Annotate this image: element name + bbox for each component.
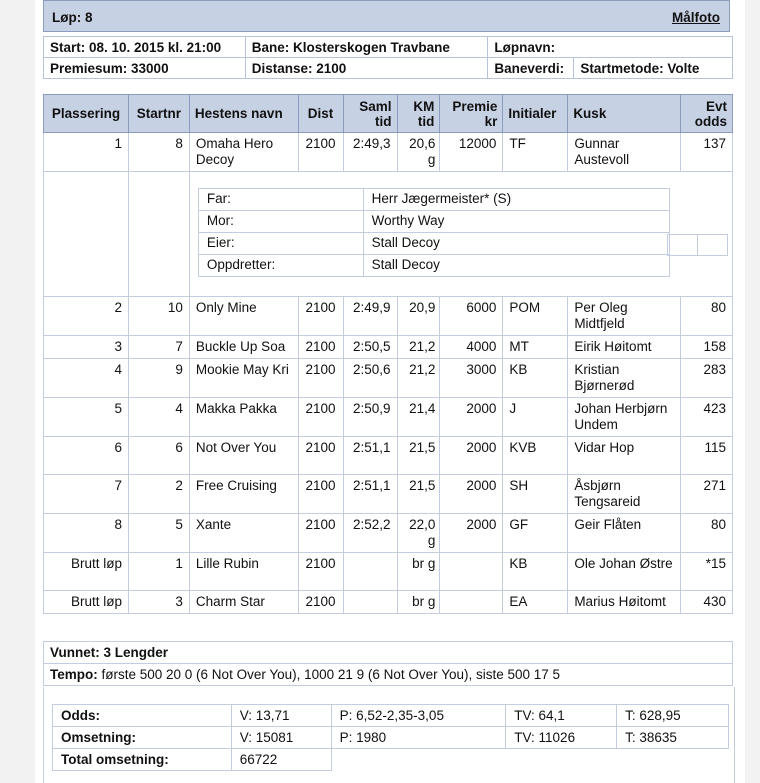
cell-dist: 2100 bbox=[298, 591, 343, 614]
col-km-time[interactable] bbox=[397, 95, 440, 133]
cell-driver[interactable]: Vidar Hop bbox=[568, 437, 681, 475]
cell-horse-name[interactable]: Xante bbox=[189, 514, 298, 553]
cell-odds: 115 bbox=[681, 437, 733, 475]
cell-km-time: 20,9 bbox=[397, 297, 440, 336]
table-row[interactable] bbox=[44, 359, 733, 398]
table-row[interactable] bbox=[44, 336, 733, 359]
cell-odds: 137 bbox=[681, 133, 733, 172]
pedigree-row bbox=[198, 255, 669, 277]
cell-km-time: br g bbox=[397, 553, 440, 591]
cell-prize: 12000 bbox=[440, 133, 503, 172]
turnover-label: Omsetning: bbox=[53, 727, 232, 749]
cell-place: 3 bbox=[44, 336, 129, 359]
cell-dist: 2100 bbox=[298, 475, 343, 514]
cell-startnr: 9 bbox=[128, 359, 189, 398]
tempo-label: Tempo: bbox=[50, 667, 98, 682]
cell-odds: 423 bbox=[681, 398, 733, 437]
cell-horse-name[interactable]: Charm Star bbox=[189, 591, 298, 614]
cell-dist: 2100 bbox=[298, 514, 343, 553]
odds-label: Odds: bbox=[53, 705, 232, 727]
pedigree-value: Worthy Way bbox=[363, 211, 669, 233]
table-row[interactable] bbox=[44, 475, 733, 514]
col-km-time-line2: tid bbox=[417, 113, 435, 129]
cell-total-time: 2:49,9 bbox=[343, 297, 397, 336]
cell-dist: 2100 bbox=[298, 133, 343, 172]
cell-initials: TF bbox=[503, 133, 568, 172]
cell-km-time: 22,0 g bbox=[397, 514, 440, 553]
cell-driver[interactable]: Åsbjørn Tengsareid bbox=[568, 475, 681, 514]
cell-horse-name[interactable]: Buckle Up Soa bbox=[189, 336, 298, 359]
cell-place: Brutt løp bbox=[44, 553, 129, 591]
race-summary-table bbox=[43, 641, 733, 686]
table-row[interactable] bbox=[44, 133, 733, 172]
cell-driver[interactable]: Johan Herbjørn Undem bbox=[568, 398, 681, 437]
photo-finish-link[interactable]: Målfoto bbox=[672, 10, 720, 25]
cell-prize bbox=[440, 591, 503, 614]
tempo-row bbox=[44, 664, 733, 686]
cell-km-time: br g bbox=[397, 591, 440, 614]
cell-prize: 2000 bbox=[440, 475, 503, 514]
odds-v: V: 13,71 bbox=[231, 705, 331, 727]
cell-total-time bbox=[343, 591, 397, 614]
cell-initials: POM bbox=[503, 297, 568, 336]
cell-km-time: 21,5 bbox=[397, 437, 440, 475]
col-total-time-line1: Saml bbox=[359, 98, 392, 114]
cell-total-time: 2:51,1 bbox=[343, 475, 397, 514]
cell-odds: 283 bbox=[681, 359, 733, 398]
cell-km-time: 21,4 bbox=[397, 398, 440, 437]
cell-startnr: 1 bbox=[128, 553, 189, 591]
cell-driver[interactable]: Geir Flåten bbox=[568, 514, 681, 553]
cell-initials: EA bbox=[503, 591, 568, 614]
cell-driver[interactable]: Gunnar Austevoll bbox=[568, 133, 681, 172]
col-odds-line2: odds bbox=[694, 113, 727, 129]
cell-prize: 2000 bbox=[440, 437, 503, 475]
col-total-time-line2: tid bbox=[375, 113, 392, 129]
turnover-p: P: 1980 bbox=[331, 727, 506, 749]
race-number: Løp: 8 bbox=[52, 10, 93, 25]
distance: Distanse: 2100 bbox=[245, 58, 488, 79]
cell-initials: KVB bbox=[503, 437, 568, 475]
pedigree-value: Herr Jægermeister* (S) bbox=[363, 189, 669, 211]
col-total-time[interactable] bbox=[343, 95, 397, 133]
cell-dist: 2100 bbox=[298, 297, 343, 336]
cell-initials: KB bbox=[503, 553, 568, 591]
cell-place: 4 bbox=[44, 359, 129, 398]
odds-p: P: 6,52-2,35-3,05 bbox=[331, 705, 506, 727]
winner-details-row bbox=[44, 172, 733, 297]
won-by: Vunnet: 3 Lengder bbox=[44, 642, 733, 664]
cell-total-time: 2:52,2 bbox=[343, 514, 397, 553]
cell-initials: KB bbox=[503, 359, 568, 398]
cell-startnr: 6 bbox=[128, 437, 189, 475]
cell-place: 2 bbox=[44, 297, 129, 336]
cell-initials: J bbox=[503, 398, 568, 437]
cell-horse-name[interactable]: Lille Rubin bbox=[189, 553, 298, 591]
cell-total-time: 2:49,3 bbox=[343, 133, 397, 172]
pedigree-label: Oppdretter: bbox=[198, 255, 363, 277]
cell-odds: 80 bbox=[681, 297, 733, 336]
pedigree-label: Far: bbox=[198, 189, 363, 211]
col-dist[interactable]: Dist bbox=[298, 95, 343, 133]
cell-dist: 2100 bbox=[298, 398, 343, 437]
race-info-table bbox=[43, 36, 733, 79]
cell-odds: *15 bbox=[681, 553, 733, 591]
track-name: Bane: Klosterskogen Travbane bbox=[245, 37, 488, 58]
cell-odds: 80 bbox=[681, 514, 733, 553]
cell-place: 8 bbox=[44, 514, 129, 553]
cell-km-time: 21,5 bbox=[397, 475, 440, 514]
start-time: Start: 08. 10. 2015 kl. 21:00 bbox=[44, 37, 246, 58]
table-row[interactable] bbox=[44, 398, 733, 437]
odds-tv: TV: 64,1 bbox=[506, 705, 617, 727]
odds-section bbox=[43, 687, 735, 783]
cell-km-time: 21,2 bbox=[397, 336, 440, 359]
cell-prize: 2000 bbox=[440, 398, 503, 437]
cell-startnr: 2 bbox=[128, 475, 189, 514]
pedigree-row bbox=[198, 189, 669, 211]
cell-odds: 430 bbox=[681, 591, 733, 614]
cell-startnr: 10 bbox=[128, 297, 189, 336]
odds-table bbox=[52, 704, 729, 771]
cell-prize bbox=[440, 553, 503, 591]
page bbox=[35, 0, 745, 783]
col-driver[interactable]: Kusk bbox=[568, 95, 681, 133]
turnover-tv: TV: 11026 bbox=[506, 727, 617, 749]
cell-horse-name[interactable]: Mookie May Kri bbox=[189, 359, 298, 398]
cell-driver[interactable]: Eirik Høitomt bbox=[568, 336, 681, 359]
pedigree-value: Stall Decoy bbox=[363, 255, 669, 277]
cell-driver[interactable]: Per Oleg Midtfjeld bbox=[568, 297, 681, 336]
cell-odds: 158 bbox=[681, 336, 733, 359]
col-initials[interactable]: Initialer bbox=[503, 95, 568, 133]
table-row[interactable] bbox=[44, 514, 733, 553]
cell-horse-name[interactable]: Free Cruising bbox=[189, 475, 298, 514]
cell-startnr: 7 bbox=[128, 336, 189, 359]
cell-total-time: 2:50,9 bbox=[343, 398, 397, 437]
empty-cell bbox=[128, 172, 189, 297]
race-header bbox=[43, 0, 730, 32]
cell-horse-name[interactable]: Only Mine bbox=[189, 297, 298, 336]
cell-startnr: 4 bbox=[128, 398, 189, 437]
cell-dist: 2100 bbox=[298, 437, 343, 475]
results-header-row bbox=[44, 95, 733, 133]
pedigree-value: Stall Decoy bbox=[363, 233, 669, 255]
pedigree-table bbox=[198, 188, 670, 277]
cell-horse-name[interactable]: Omaha Hero Decoy bbox=[189, 133, 298, 172]
col-prize-line1: Premie bbox=[452, 98, 498, 114]
col-startnr[interactable]: Startnr bbox=[128, 95, 189, 133]
pedigree-row bbox=[198, 233, 669, 255]
turnover-v: V: 15081 bbox=[231, 727, 331, 749]
cell-km-time: 20,6 g bbox=[397, 133, 440, 172]
table-row[interactable] bbox=[44, 297, 733, 336]
prize-sum: Premiesum: 33000 bbox=[44, 58, 246, 79]
cell-startnr: 3 bbox=[128, 591, 189, 614]
empty-cell bbox=[44, 172, 129, 297]
empty-cell-box bbox=[697, 234, 728, 256]
empty-cell-box bbox=[667, 234, 698, 256]
cell-place: Brutt løp bbox=[44, 591, 129, 614]
cell-prize: 6000 bbox=[440, 297, 503, 336]
cell-initials: MT bbox=[503, 336, 568, 359]
pedigree-label: Mor: bbox=[198, 211, 363, 233]
cell-place: 7 bbox=[44, 475, 129, 514]
tempo-value: første 500 20 0 (6 Not Over You), 1000 21 9 (6 Not Over You), siste 500 17 5 bbox=[97, 667, 561, 682]
winner-details-cell bbox=[189, 172, 732, 297]
turnover-t: T: 38635 bbox=[617, 727, 729, 749]
track-value: Baneverdi: bbox=[488, 58, 574, 79]
col-place[interactable]: Plassering bbox=[44, 95, 129, 133]
col-prize-line2: kr bbox=[484, 113, 498, 129]
cell-initials: SH bbox=[503, 475, 568, 514]
odds-t: T: 628,95 bbox=[617, 705, 729, 727]
cell-place: 1 bbox=[44, 133, 129, 172]
total-turnover-label: Total omsetning: bbox=[53, 749, 232, 771]
cell-total-time: 2:51,1 bbox=[343, 437, 397, 475]
cell-horse-name[interactable]: Makka Pakka bbox=[189, 398, 298, 437]
table-row[interactable] bbox=[44, 591, 733, 614]
table-row[interactable] bbox=[44, 437, 733, 475]
cell-km-time: 21,2 bbox=[397, 359, 440, 398]
cell-place: 5 bbox=[44, 398, 129, 437]
cell-driver[interactable]: Kristian Bjørnerød bbox=[568, 359, 681, 398]
col-odds-line1: Evt bbox=[705, 98, 727, 114]
cell-total-time: 2:50,6 bbox=[343, 359, 397, 398]
cell-prize: 3000 bbox=[440, 359, 503, 398]
pedigree-label: Eier: bbox=[198, 233, 363, 255]
pedigree-row bbox=[198, 211, 669, 233]
cell-prize: 4000 bbox=[440, 336, 503, 359]
table-row[interactable] bbox=[44, 553, 733, 591]
cell-dist: 2100 bbox=[298, 336, 343, 359]
race-name: Løpnavn: bbox=[488, 37, 733, 58]
cell-horse-name[interactable]: Not Over You bbox=[189, 437, 298, 475]
cell-startnr: 8 bbox=[128, 133, 189, 172]
total-turnover-value: 66722 bbox=[231, 749, 331, 771]
cell-driver[interactable]: Marius Høitomt bbox=[568, 591, 681, 614]
start-method: Startmetode: Volte bbox=[574, 58, 733, 79]
cell-odds: 271 bbox=[681, 475, 733, 514]
col-odds[interactable] bbox=[681, 95, 733, 133]
cell-dist: 2100 bbox=[298, 359, 343, 398]
cell-driver[interactable]: Ole Johan Østre bbox=[568, 553, 681, 591]
cell-startnr: 5 bbox=[128, 514, 189, 553]
cell-total-time: 2:50,5 bbox=[343, 336, 397, 359]
cell-place: 6 bbox=[44, 437, 129, 475]
cell-prize: 2000 bbox=[440, 514, 503, 553]
col-km-time-line1: KM bbox=[413, 98, 435, 114]
results-table bbox=[43, 94, 733, 614]
cell-dist: 2100 bbox=[298, 553, 343, 591]
col-horse[interactable]: Hestens navn bbox=[189, 95, 298, 133]
cell-total-time bbox=[343, 553, 397, 591]
cell-initials: GF bbox=[503, 514, 568, 553]
col-prize[interactable] bbox=[440, 95, 503, 133]
